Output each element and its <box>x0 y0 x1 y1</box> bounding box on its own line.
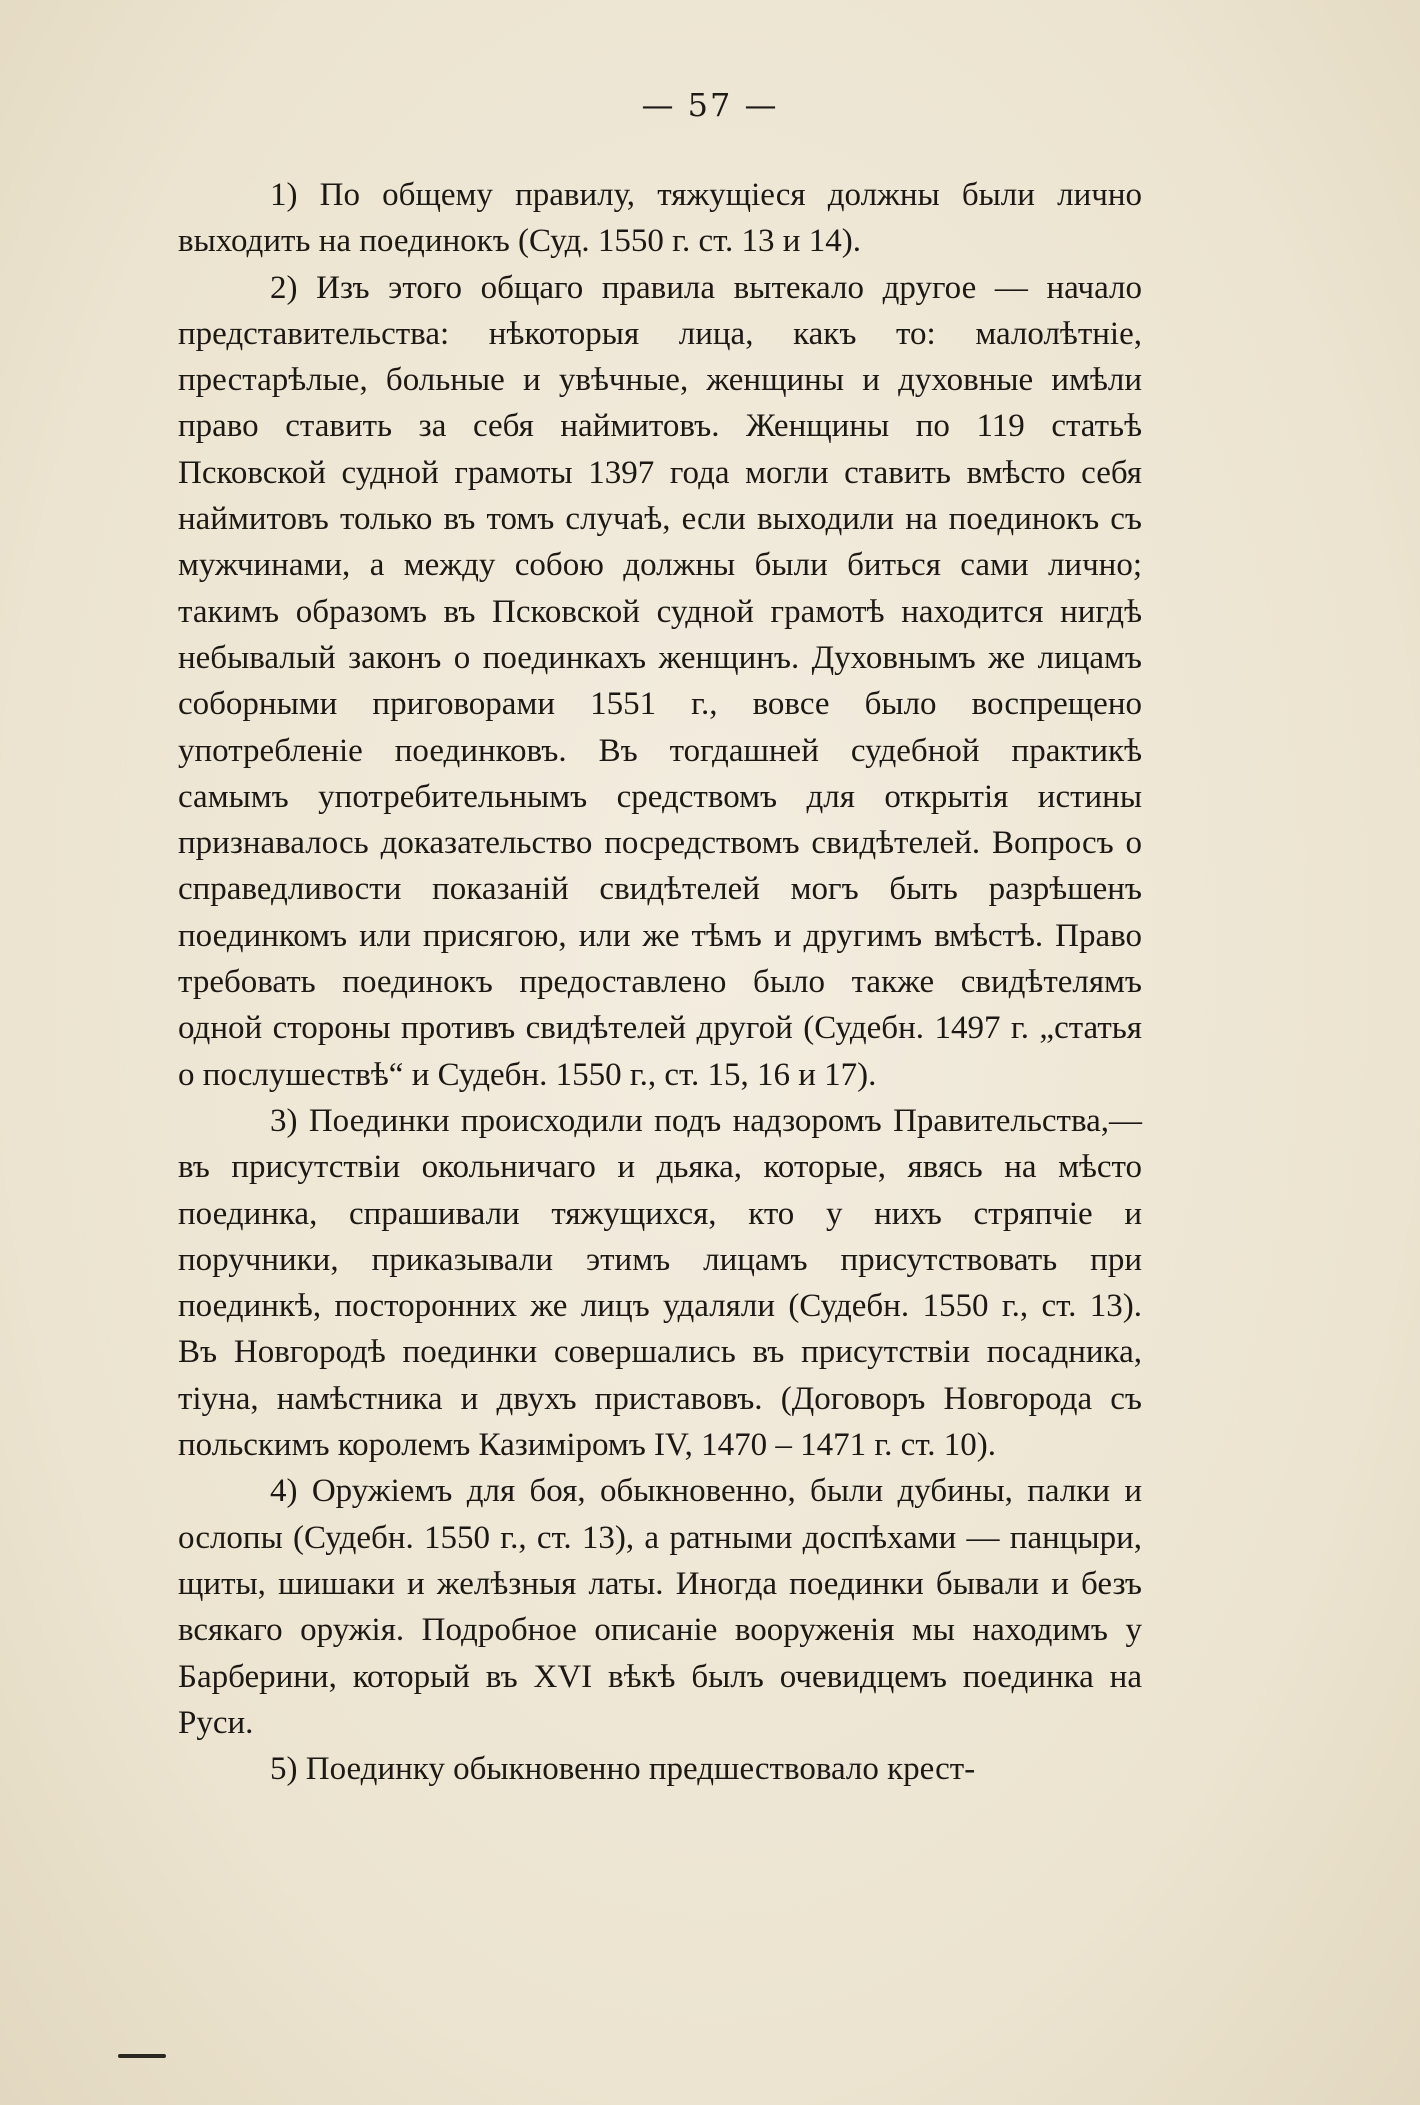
paragraph-2: 2) Изъ этого общаго правила вытекало другое — начало представительства: нѣкоторыя лица, какъ то: малолѣтніе, престарѣлые, больные и увѣчные, женщины и духовные имѣли право ставить за себя наймитовъ. Женщины по 119 статьѣ Псковской судной грамоты 1397 года могли ставить вмѣсто себя наймитовъ только въ томъ случаѣ, если выходили на поединокъ съ мужчинами, а между собою должны были биться сами лично; такимъ образомъ въ Псковской судной грамотѣ находится нигдѣ небывалый законъ о поединкахъ женщинъ. Духовнымъ же лицамъ соборными приговорами 1551 г., вовсе было воспрещено употребленіе поединковъ. Въ тогдашней судебной практикѣ самымъ употребительнымъ средствомъ для открытія истины признавалось доказательство посредствомъ свидѣтелей. Вопросъ о справедливости показаній свидѣтелей могъ быть разрѣшенъ поединкомъ или присягою, или же тѣмъ и другимъ вмѣстѣ. Право требовать поединокъ предоставлено было также свидѣтелямъ одной стороны противъ свидѣтелей другой (Судебн. 1497 г. „статья о послушествѣ“ и Судебн. 1550 г., ст. 15, 16 и 17). <box>178 269 1142 1093</box>
paragraph-3: 3) Поединки происходили подъ надзоромъ Правительства,—въ присутствіи окольничаго и дьяка, которые, явясь на мѣсто поединка, спрашивали тяжущихся, кто у нихъ стряпчіе и поручники, приказывали этимъ лицамъ присутствовать при поединкѣ, посторонних же лицъ удаляли (Судебн. 1550 г., ст. 13). Въ Новгородѣ поединки совершались въ присутствіи посадника, тіуна, намѣстника и двухъ приставовъ. (Договоръ Новгорода съ польскимъ королемъ Казиміромъ IV, 1470 – 1471 г. ст. 10). <box>178 1102 1142 1464</box>
page-number: — 57 — <box>641 86 779 124</box>
ink-mark <box>118 2054 166 2058</box>
paragraph-5: 5) Поединку обыкновенно предшествовало крест- <box>270 1751 976 1788</box>
body-text <box>178 172 1142 1792</box>
paragraph-1: 1) По общему правилу, тяжущіеся должны были лично выходить на поединокъ (Суд. 1550 г. ст. 13 и 14). <box>178 177 1142 260</box>
paragraph-4: 4) Оружіемъ для боя, обыкновенно, были дубины, палки и ослопы (Судебн. 1550 г., ст. 13), а ратными доспѣхами — панцыри, щиты, шишаки и желѣзныя латы. Иногда поединки бывали и безъ всякаго оружія. Подробное описаніе вооруженія мы находимъ у Барберини, который въ XVI вѣкѣ былъ очевидцемъ поединка на Руси. <box>178 1473 1142 1741</box>
